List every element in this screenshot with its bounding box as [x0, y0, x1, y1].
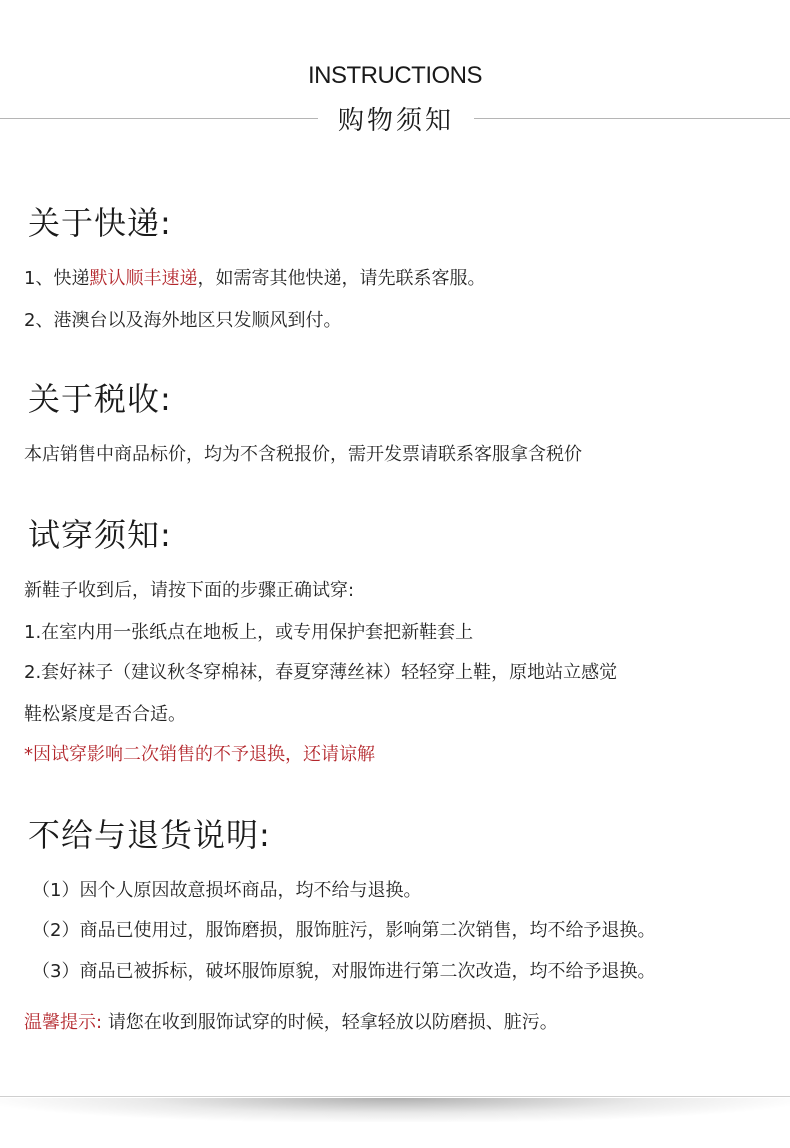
- returns-item-3: （3）商品已被拆标，破坏服饰原貌，对服饰进行第二次改造，均不给予退换。: [32, 961, 656, 982]
- header-divider-right: [474, 118, 790, 119]
- express-section-title: 关于快递:: [28, 204, 172, 242]
- tryon-line-3: 2.套好袜子（建议秋冬穿棉袜，春夏穿薄丝袜）轻轻穿上鞋，原地站立感觉: [24, 662, 618, 683]
- header-title-row: [0, 100, 790, 136]
- tryon-line-4: 鞋松紧度是否合适。: [24, 704, 186, 725]
- express-line-1: [24, 264, 485, 290]
- returns-tip-label: 温馨提示:: [24, 1012, 103, 1033]
- bottom-rule: [0, 1096, 790, 1097]
- express-line-1-suffix: ，如需寄其他快递，请先联系客服。: [197, 268, 486, 289]
- returns-item-2: （2）商品已使用过，服饰磨损，服饰脏污，影响第二次销售，均不给予退换。: [32, 920, 656, 941]
- header-title-en: INSTRUCTIONS: [308, 62, 482, 89]
- header-title-cn: 购物须知: [337, 106, 454, 136]
- tax-section-title: 关于税收:: [28, 380, 172, 418]
- tryon-section-title: 试穿须知:: [28, 516, 172, 554]
- express-line-2: 2、港澳台以及海外地区只发顺风到付。: [24, 310, 342, 331]
- tax-line-1: 本店销售中商品标价，均为不含税报价，需开发票请联系客服拿含税价: [24, 444, 582, 465]
- returns-item-1: （1）因个人原因故意损坏商品，均不给与退换。: [32, 880, 422, 901]
- express-default-courier: 默认顺丰速递: [89, 268, 198, 289]
- returns-tip: [24, 1008, 558, 1034]
- returns-section-title: 不给与退货说明:: [28, 816, 271, 854]
- tryon-notice: *因试穿影响二次销售的不予退换，还请谅解: [24, 744, 375, 765]
- bottom-shadow: [0, 1098, 790, 1122]
- tryon-line-2: 1.在室内用一张纸点在地板上，或专用保护套把新鞋套上: [24, 622, 474, 643]
- header-divider-left: [0, 118, 318, 119]
- tryon-line-1: 新鞋子收到后，请按下面的步骤正确试穿:: [24, 580, 355, 601]
- returns-tip-text: 请您在收到服饰试穿的时候，轻拿轻放以防磨损、脏污。: [107, 1012, 558, 1033]
- express-line-1-prefix: 1、快递: [24, 268, 90, 289]
